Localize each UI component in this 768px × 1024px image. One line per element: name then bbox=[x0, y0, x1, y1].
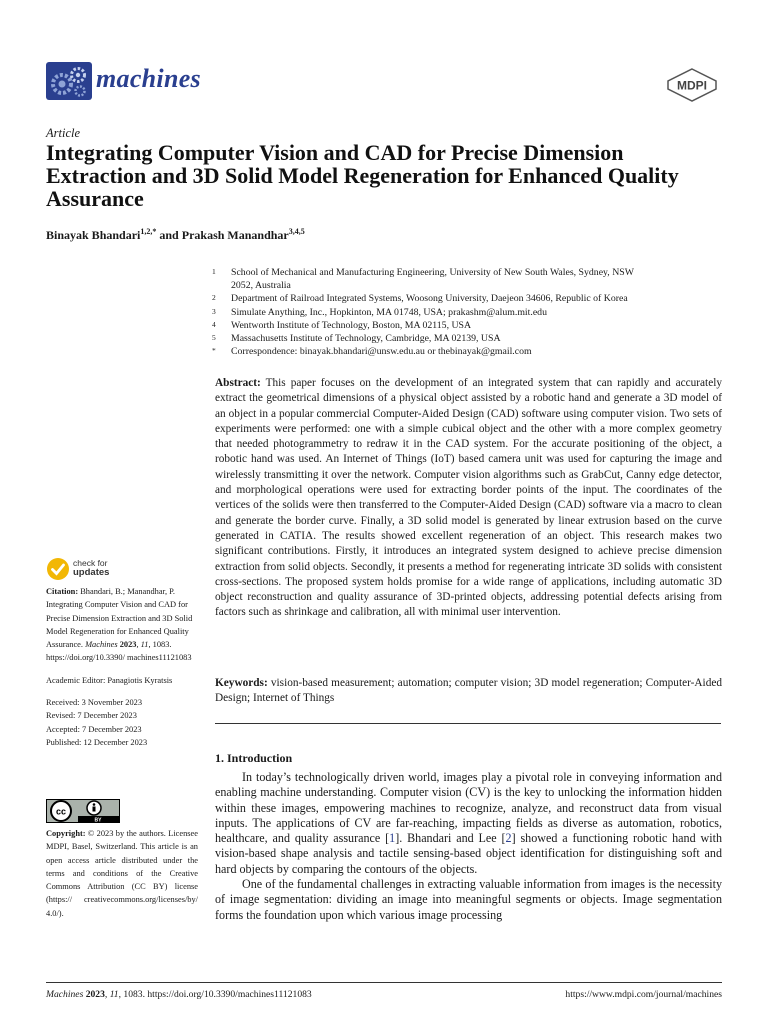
copyright-label: Copyright: bbox=[46, 829, 86, 838]
article-info-sidebar bbox=[46, 585, 198, 749]
revised-date: Revised: 7 December 2023 bbox=[46, 711, 137, 721]
academic-editor: Academic Editor: Panagiotis Kyratsis bbox=[46, 675, 173, 685]
citation-link-1[interactable]: 1 bbox=[389, 831, 396, 846]
affiliation-mark: 1 bbox=[212, 267, 216, 276]
affiliation-mark: * bbox=[212, 346, 216, 356]
copyright-notice bbox=[46, 827, 198, 920]
citation-journal: Machines bbox=[85, 640, 118, 650]
citation-year: 2023 bbox=[117, 640, 137, 650]
affiliation-mark: 3 bbox=[212, 306, 216, 316]
citation-doi[interactable]: , 1083. https://doi.org/10.3390/ machines11121083 bbox=[46, 640, 192, 663]
affiliation-item bbox=[212, 332, 727, 345]
article-title: Integrating Computer Vision and CAD for Precise Dimension Extraction and 3D Solid Model Regeneration for Enhanced Quality Assurance bbox=[46, 140, 679, 211]
author-affil-marks: 3,4,5 bbox=[288, 227, 305, 236]
affiliation-mark: 5 bbox=[212, 333, 216, 343]
footer-journal-url[interactable]: https://www.mdpi.com/journal/machines bbox=[565, 989, 722, 1000]
keywords-text: vision-based measurement; automation; computer vision; 3D model regeneration; Computer-Aided Design; Internet of Things bbox=[215, 677, 722, 705]
author-list bbox=[46, 227, 305, 243]
accepted-date: Accepted: 7 December 2023 bbox=[46, 724, 142, 734]
check-label: check for bbox=[73, 558, 108, 568]
copyright-text: © 2023 by the authors. Licensee MDPI, Basel, Switzerland. This article is an open access article distributed under the terms and conditions of the Creative Commons Attribution (CC BY) license (https:// creativecommons.org/licenses/by/ 4.0/). bbox=[46, 829, 198, 918]
author-name: Prakash Manandhar bbox=[181, 228, 289, 242]
affiliation-mark: 2 bbox=[212, 293, 216, 303]
affiliation-text: Simulate Anything, Inc., Hopkinton, MA 01748, USA; prakashm@alum.mit.edu bbox=[231, 306, 547, 318]
author-affil-marks: 1,2,* bbox=[140, 227, 157, 236]
keywords bbox=[215, 676, 722, 707]
footer-year: 2023 bbox=[83, 989, 105, 1000]
affiliation-item bbox=[212, 266, 727, 292]
footer-doi[interactable]: , 1083. https://doi.org/10.3390/machines11121083 bbox=[118, 989, 312, 1000]
cc-by-license-icon[interactable] bbox=[46, 799, 120, 823]
affiliations bbox=[212, 266, 727, 358]
abstract-label: Abstract: bbox=[215, 377, 261, 389]
citation-text: Bhandari, B.; Manandhar, P. Integrating Computer Vision and CAD for Precise Dimension Extraction and 3D Solid Model Regeneration for Enhanced Quality Assurance. bbox=[46, 587, 193, 650]
updates-label: updates bbox=[73, 567, 110, 578]
paragraph-text: ]. Bhandari and Lee [ bbox=[395, 831, 506, 846]
affiliation-mark: 4 bbox=[212, 319, 216, 329]
mdpi-logo-text: MDPI bbox=[677, 78, 707, 93]
paragraph-text: In today’s technologically driven world, images play a pivotal role in conveying information and enabling machine understanding. Computer vision (CV) is the key to unlocking the information hidden within these images, empowering machines to recognize, analyze, and reconstruct data from visual inputs. The applications of CV are far-reaching, impacting fields as diverse as automation, robotics, healthcare, and quality assurance [ bbox=[215, 770, 722, 846]
abstract bbox=[215, 376, 722, 621]
affiliation-text: Massachusetts Institute of Technology, Cambridge, MA 02139, USA bbox=[231, 333, 501, 345]
published-date: Published: 12 December 2023 bbox=[46, 737, 148, 747]
citation-link-2[interactable]: 2 bbox=[505, 831, 512, 846]
keywords-label: Keywords: bbox=[215, 677, 268, 689]
affiliation-text: Department of Railroad Integrated Systems, Woosong University, Daejeon 34606, Republic of Korea bbox=[231, 293, 628, 305]
cc-by-text: BY bbox=[94, 817, 102, 823]
section-divider bbox=[215, 723, 721, 724]
svg-text:cc: cc bbox=[55, 806, 67, 817]
affiliation-item bbox=[212, 306, 727, 319]
citation-block bbox=[46, 585, 198, 665]
journal-logo-gears-icon bbox=[46, 62, 92, 100]
author-name: Binayak Bhandari bbox=[46, 228, 141, 242]
affiliation-text: School of Mechanical and Manufacturing Engineering, University of New South Wales, Sydney, NSW 2052, Australia bbox=[231, 267, 634, 292]
abstract-text: This paper focuses on the development of an integrated system that can rapidly and accurately extract the geometrical dimensions of a physical object assisted by a robotic hand and generate a 3D model of an object in a popular commercial Computer-Aided Design (CAD) software using computer vision. Two sets of experiments were performed: one with a simple cubical object and the other with a more complex geometry that needed photogrammetry to redraw it in the CAD system. For the accurate positioning of the object, a robotic hand was used. An Internet of Things (IoT) based camera unit was used for capturing the image and wirelessly transmitting it over the network. Computer vision algorithms such as GrabCut, Canny edge detector, and morphological operations were used for extracting border points of the input. The coordinates of the vertices of the solids were then transferred to the Computer-Aided Design (CAD) software via a macro to clean and generate the border curve. Finally, a 3D solid model is generated by linear extrusion based on the curve generated in CATIA. The results showed excellent regeneration of an object. This research makes two significant contributions. Firstly, it introduces an integrated system designed to achieve precise dimension extraction from solid objects. Secondly, it presents a method for regenerating intricate 3D solids with consistent cross-sections. The proposed system holds promise for a wide range of applications, including automatic 3D object reconstruction and quality assurance of 3D-printed objects, addressing potential defects arising from factors such as shrinkage and calibration, all with minimal user intervention. bbox=[215, 377, 722, 619]
affiliation-item bbox=[212, 292, 727, 305]
paragraph bbox=[215, 770, 722, 877]
footer-citation bbox=[46, 989, 312, 1000]
received-date: Received: 3 November 2023 bbox=[46, 698, 143, 708]
paragraph: One of the fundamental challenges in extracting valuable information from images is the necessity of image segmentation: dividing an image into meaningful segments or objects. Image segmentation forms the foundation upon which various image processing bbox=[215, 877, 722, 922]
check-for-updates-button[interactable] bbox=[46, 556, 166, 582]
article-type: Article bbox=[46, 126, 81, 140]
section-heading: 1. Introduction bbox=[215, 751, 293, 765]
affiliation-text: Wentworth Institute of Technology, Boston, MA 02115, USA bbox=[231, 319, 472, 331]
affiliation-item bbox=[212, 319, 727, 332]
citation-label: Citation: bbox=[46, 587, 79, 596]
footer-volume: , 11 bbox=[104, 989, 119, 1000]
citation-volume: , 11 bbox=[136, 640, 149, 650]
correspondence-text: Correspondence: binayak.bhandari@unsw.edu.au or thebinayak@gmail.com bbox=[231, 346, 532, 358]
journal-name: machines bbox=[96, 64, 201, 93]
affiliation-item bbox=[212, 345, 727, 358]
paragraph-text: ] showed a functioning robotic hand with vision-based shape analysis and tactile sensing-based object identification for distinguishing soft and hard objects by comparing the contours of the objects. bbox=[215, 831, 722, 876]
footer-journal: Machines bbox=[46, 989, 84, 1000]
author-conjunction: and bbox=[156, 228, 182, 242]
mdpi-logo-icon bbox=[666, 68, 718, 102]
footer-divider bbox=[46, 982, 722, 983]
check-updates-icon bbox=[46, 557, 70, 581]
introduction-body bbox=[215, 770, 722, 923]
